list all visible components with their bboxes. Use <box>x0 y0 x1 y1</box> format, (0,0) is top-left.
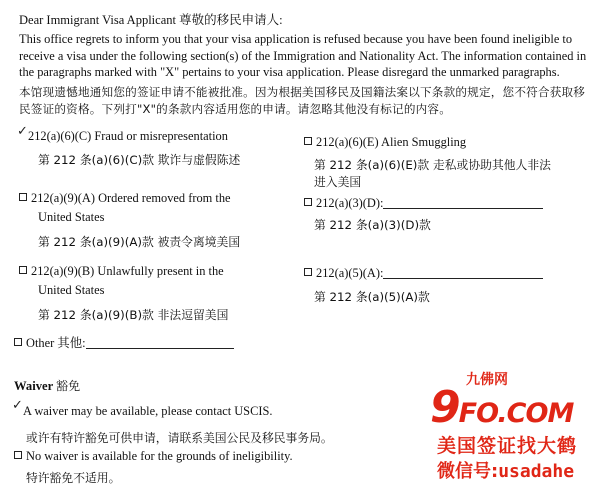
waiver-not-available-chinese: 特许豁免不适用。 <box>26 471 121 485</box>
fraud-label: 212(a)(6)(C) Fraud or misrepresentation <box>28 129 228 143</box>
removed-chinese: 第 212 条(a)(9)(A)款 被责令离境美国 <box>38 235 241 249</box>
section-removed[interactable] <box>19 191 231 206</box>
section-a3d[interactable] <box>304 196 543 211</box>
waiver-not-available-label: No waiver is available for the grounds of ineligibility. <box>26 449 293 463</box>
smuggling-chinese-line1: 第 212 条(a)(6)(E)款 走私或协助其他人非法 <box>314 158 551 172</box>
watermark-site-name: 九佛网 <box>466 372 508 388</box>
a3d-chinese: 第 212 条(a)(3)(D)款 <box>314 218 431 232</box>
waiver-heading <box>14 377 80 394</box>
watermark-wechat-id: usadahe <box>498 461 575 482</box>
unlawful-chinese: 第 212 条(a)(9)(B)款 非法逗留美国 <box>38 308 229 322</box>
smuggling-chinese-line2: 进入美国 <box>314 175 362 189</box>
watermark-slogan: 美国签证找大鹤 <box>437 435 578 457</box>
intro-english: This office regrets to inform you that your visa application is refused because you have been found ineligible to receive a visa under the following section(s) of the Immigration and Nationality Act. The information contained in the paragraphs marked with "X" pertains to your visa application. Please disregard the unmarked paragraphs. <box>19 32 587 79</box>
watermark-wechat-prefix: 微信号: <box>437 461 499 482</box>
unlawful-checkbox[interactable] <box>19 266 27 274</box>
a3d-checkbox[interactable] <box>304 198 312 206</box>
a3d-blank-line[interactable] <box>383 208 543 209</box>
waiver-available-checkmark-icon: ✓ <box>12 398 23 413</box>
waiver-title-chinese: 豁免 <box>56 379 81 393</box>
waiver-not-available-option[interactable] <box>14 449 293 464</box>
section-a5a[interactable] <box>304 266 543 281</box>
section-unlawful[interactable] <box>19 264 224 279</box>
greeting: Dear Immigrant Visa Applicant 尊敬的移民申请人: <box>19 13 283 27</box>
section-other[interactable] <box>14 336 234 351</box>
other-label: Other 其他: <box>26 336 86 350</box>
removed-checkbox[interactable] <box>19 193 27 201</box>
section-smuggling[interactable] <box>304 135 466 150</box>
smuggling-label: 212(a)(6)(E) Alien Smuggling <box>316 135 467 149</box>
removed-label: 212(a)(9)(A) Ordered removed from the <box>31 191 231 205</box>
watermark-logo-text: FO.COM <box>458 398 574 429</box>
other-blank-line[interactable] <box>86 348 234 349</box>
unlawful-label-line2: United States <box>38 283 105 297</box>
a3d-label: 212(a)(3)(D): <box>316 196 384 210</box>
waiver-available-chinese: 或许有特许豁免可供申请，请联系美国公民及移民事务局。 <box>26 431 333 445</box>
watermark-wechat <box>437 457 574 483</box>
waiver-title: Waiver <box>14 379 53 393</box>
a5a-chinese: 第 212 条(a)(5)(A)款 <box>314 290 430 304</box>
watermark-logo <box>430 382 573 433</box>
fraud-checkmark-icon: ✓ <box>17 124 28 139</box>
watermark-logo-nine: 9 <box>430 382 459 433</box>
smuggling-checkbox[interactable] <box>304 137 312 145</box>
removed-label-line2: United States <box>38 210 105 224</box>
waiver-available-label: A waiver may be available, please contact USCIS. <box>23 404 273 418</box>
waiver-not-available-checkbox[interactable] <box>14 451 22 459</box>
unlawful-label: 212(a)(9)(B) Unlawfully present in the <box>31 264 224 278</box>
fraud-chinese: 第 212 条(a)(6)(C)款 欺诈与虚假陈述 <box>38 153 241 167</box>
a5a-blank-line[interactable] <box>383 278 543 279</box>
a5a-checkbox[interactable] <box>304 268 312 276</box>
other-checkbox[interactable] <box>14 338 22 346</box>
intro-chinese: 本馆现遗憾地通知您的签证申请不能被批准。因为根据美国移民及国籍法案以下条款的规定，您不符合获取移民签证的资格。下列打"X"的条款内容适用您的申请。请忽略其他没有标记的内容。 <box>19 85 586 116</box>
waiver-available-option[interactable] <box>23 404 272 419</box>
section-fraud[interactable] <box>28 129 228 144</box>
a5a-label: 212(a)(5)(A): <box>316 266 384 280</box>
